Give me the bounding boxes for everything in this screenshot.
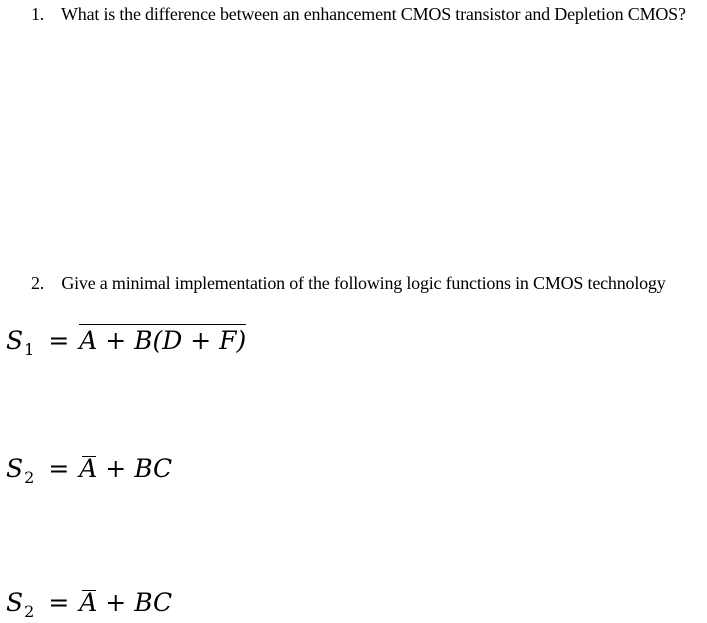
question-1-number: 1. — [31, 4, 45, 24]
equation-s2-second-rest: + BC — [105, 588, 173, 617]
equation-s2-first-lhs: S — [6, 454, 24, 483]
equation-s1-equals: = — [48, 326, 70, 355]
question-2-number: 2. — [31, 273, 45, 293]
equation-s2-first-subscript: 2 — [24, 468, 35, 487]
equation-s2-second-lhs: S — [6, 588, 24, 617]
equation-s1-subscript: 1 — [24, 340, 35, 359]
equation-s1-rhs: A + B(D + F) — [79, 326, 247, 355]
equation-s2-first-a-bar: A — [79, 454, 98, 483]
equation-s1 — [6, 326, 247, 359]
question-1-text: What is the difference between an enhancement CMOS transistor and Depletion CMOS? — [60, 4, 686, 24]
equation-s2-first-rest: + BC — [105, 454, 173, 483]
equation-s1-lhs: S — [6, 326, 24, 355]
equation-s2-second — [6, 588, 173, 621]
question-2-text: Give a minimal implementation of the following logic functions in CMOS technology — [61, 273, 666, 293]
equation-s2-first-equals: = — [48, 454, 70, 483]
equation-s2-second-a-bar: A — [79, 588, 98, 617]
question-2 — [31, 273, 666, 294]
equation-s2-second-equals: = — [48, 588, 70, 617]
equation-s2-second-subscript: 2 — [24, 602, 35, 621]
equation-s2-first — [6, 454, 173, 487]
question-1 — [31, 4, 686, 25]
